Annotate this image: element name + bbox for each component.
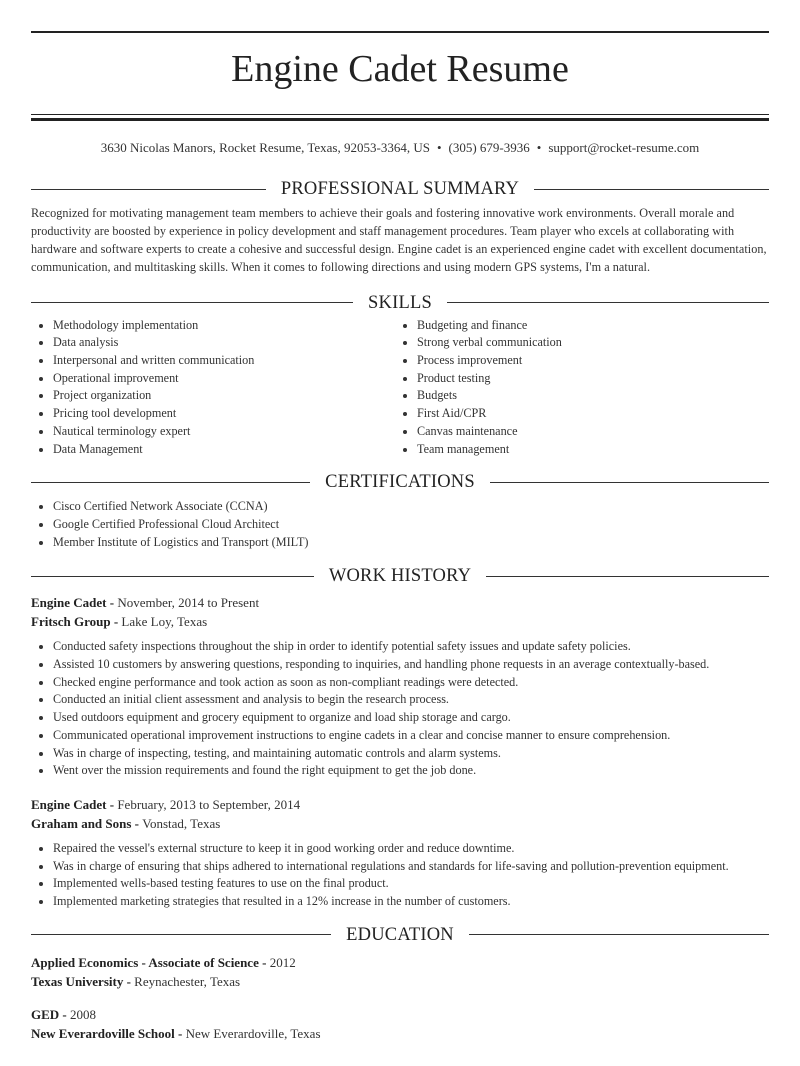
section-title: PROFESSIONAL SUMMARY xyxy=(280,179,520,200)
skills-grid xyxy=(31,317,769,459)
school-name: Texas University xyxy=(31,973,124,989)
dash: - xyxy=(258,954,270,970)
job-location: Vonstad, Texas xyxy=(142,816,221,831)
summary-text: Recognized for motivating management team members to achieve their goals and fostering innovative work environments. Overall morale and productivity are boosted by experience in policy development and staff management procedures. Team player who excels at collaborating with hardware and software experts to create a cohesive and successful design. Engine cadet is an experienced engine cadet with excellent documentation, communication, and multitasking skills. When it comes to following directions and using modern GPS systems, I'm a natural. xyxy=(31,206,767,274)
dash: - xyxy=(106,595,118,611)
certification-item: Cisco Certified Network Associate (CCNA) xyxy=(31,498,769,516)
job-bullet: Went over the mission requirements and found the right equipment to get the job done. xyxy=(31,762,769,780)
resume-page xyxy=(0,31,800,1043)
heading-rule xyxy=(31,189,266,190)
job-dates: February, 2013 to September, 2014 xyxy=(117,797,301,812)
job-bullet: Conducted safety inspections throughout the ship in order to identify potential safety issues and update safety policies. xyxy=(31,638,769,656)
skill-item: Process improvement xyxy=(395,352,759,370)
skill-item: Methodology implementation xyxy=(31,317,395,335)
certifications-list xyxy=(31,498,769,551)
job-title-line xyxy=(31,795,769,814)
skill-item: Strong verbal communication xyxy=(395,334,759,352)
skill-item: Pricing tool development xyxy=(31,405,395,423)
section-title: SKILLS xyxy=(368,292,432,313)
job-bullet: Was in charge of inspecting, testing, and maintaining automatic controls and alarm systems. xyxy=(31,745,769,763)
heading-rule xyxy=(486,576,769,577)
dash: - xyxy=(106,797,118,812)
header-bottom-rule xyxy=(31,114,769,122)
heading-rule xyxy=(31,576,314,577)
education-entry xyxy=(31,953,769,991)
contact-phone: (305) 679-3936 xyxy=(448,140,530,156)
section-title: WORK HISTORY xyxy=(328,566,472,587)
contact-email[interactable]: support@rocket-resume.com xyxy=(548,140,700,156)
skill-item: Team management xyxy=(395,441,759,459)
school-line xyxy=(31,972,769,991)
section-heading-certifications xyxy=(31,472,769,492)
skill-item: Data Management xyxy=(31,441,395,459)
dash: - xyxy=(174,1025,186,1041)
degree: GED xyxy=(31,1006,60,1022)
header-top-rule xyxy=(31,31,769,33)
skill-item: Nautical terminology expert xyxy=(31,423,395,441)
job-title: Engine Cadet xyxy=(31,797,107,812)
job-company: Graham and Sons xyxy=(31,816,132,831)
heading-rule xyxy=(31,302,353,303)
skill-item: Budgets xyxy=(395,387,759,405)
separator-dot-icon: • xyxy=(436,140,442,156)
job-bullet: Was in charge of ensuring that ships adhered to international regulations and standards for life-saving and pollution-prevention equipment. xyxy=(31,858,769,876)
skill-item: First Aid/CPR xyxy=(395,405,759,423)
dash: - xyxy=(110,614,122,630)
degree-line xyxy=(31,1005,769,1024)
contact-line xyxy=(31,140,769,156)
graduation-year: 2008 xyxy=(70,1006,97,1022)
job-location: Lake Loy, Texas xyxy=(121,614,208,630)
heading-rule xyxy=(534,189,769,190)
certification-item: Member Institute of Logistics and Transport (MILT) xyxy=(31,534,769,552)
dash: - xyxy=(123,973,135,989)
job-bullet: Checked engine performance and took action as soon as non-compliant readings were detected. xyxy=(31,674,769,692)
skills-list-right xyxy=(395,317,759,459)
heading-rule xyxy=(31,934,331,935)
job-dates: November, 2014 to Present xyxy=(117,595,260,611)
job-bullet: Implemented wells-based testing features to use on the final product. xyxy=(31,875,769,893)
job-bullet: Assisted 10 customers by answering questions, responding to inquiries, and handling phone requests in an average contextually-based. xyxy=(31,656,769,674)
school-location: Reynachester, Texas xyxy=(134,973,241,989)
section-heading-work-history xyxy=(31,566,769,586)
skill-item: Canvas maintenance xyxy=(395,423,759,441)
section-heading-summary xyxy=(31,179,769,199)
heading-rule xyxy=(469,934,769,935)
school-location: New Everardoville, Texas xyxy=(185,1025,321,1041)
heading-rule xyxy=(31,482,310,483)
job-bullet: Repaired the vessel's external structure to keep it in good working order and reduce downtime. xyxy=(31,840,769,858)
degree-line xyxy=(31,953,769,972)
skill-item: Project organization xyxy=(31,387,395,405)
skill-item: Data analysis xyxy=(31,334,395,352)
page-title: Engine Cadet Resume xyxy=(231,48,569,90)
section-heading-education xyxy=(31,925,769,945)
skill-item: Budgeting and finance xyxy=(395,317,759,335)
school-name: New Everardoville School xyxy=(31,1025,175,1041)
job-bullets xyxy=(31,840,769,911)
job-company: Fritsch Group xyxy=(31,614,111,630)
section-heading-skills xyxy=(31,293,769,313)
skill-item: Operational improvement xyxy=(31,370,395,388)
section-title: EDUCATION xyxy=(346,924,454,945)
job-entry xyxy=(31,593,769,780)
contact-address: 3630 Nicolas Manors, Rocket Resume, Texas, 92053-3364, US xyxy=(100,140,430,156)
separator-dot-icon: • xyxy=(536,140,542,156)
education-entry xyxy=(31,1005,769,1043)
job-title: Engine Cadet xyxy=(31,595,107,611)
job-entry xyxy=(31,795,769,911)
job-bullet: Used outdoors equipment and grocery equipment to organize and load ship storage and cargo. xyxy=(31,709,769,727)
section-title: CERTIFICATIONS xyxy=(325,472,475,493)
degree: Applied Economics - Associate of Science xyxy=(31,954,259,970)
job-title-line xyxy=(31,593,769,612)
skills-list-left xyxy=(31,317,395,459)
certification-item: Google Certified Professional Cloud Architect xyxy=(31,516,769,534)
skill-item: Interpersonal and written communication xyxy=(31,352,395,370)
job-bullets xyxy=(31,638,769,780)
dash: - xyxy=(131,816,143,831)
school-line xyxy=(31,1024,769,1043)
job-company-line xyxy=(31,612,769,631)
job-company-line xyxy=(31,814,769,833)
heading-rule xyxy=(447,302,769,303)
job-bullet: Communicated operational improvement instructions to engine cadets in a clear and concise manner to ensure comprehension. xyxy=(31,727,769,745)
heading-rule xyxy=(490,482,769,483)
job-bullet: Conducted an initial client assessment and analysis to begin the research process. xyxy=(31,691,769,709)
skill-item: Product testing xyxy=(395,370,759,388)
graduation-year: 2012 xyxy=(269,954,296,970)
dash: - xyxy=(59,1006,71,1022)
job-bullet: Implemented marketing strategies that resulted in a 12% increase in the number of customers. xyxy=(31,893,769,911)
